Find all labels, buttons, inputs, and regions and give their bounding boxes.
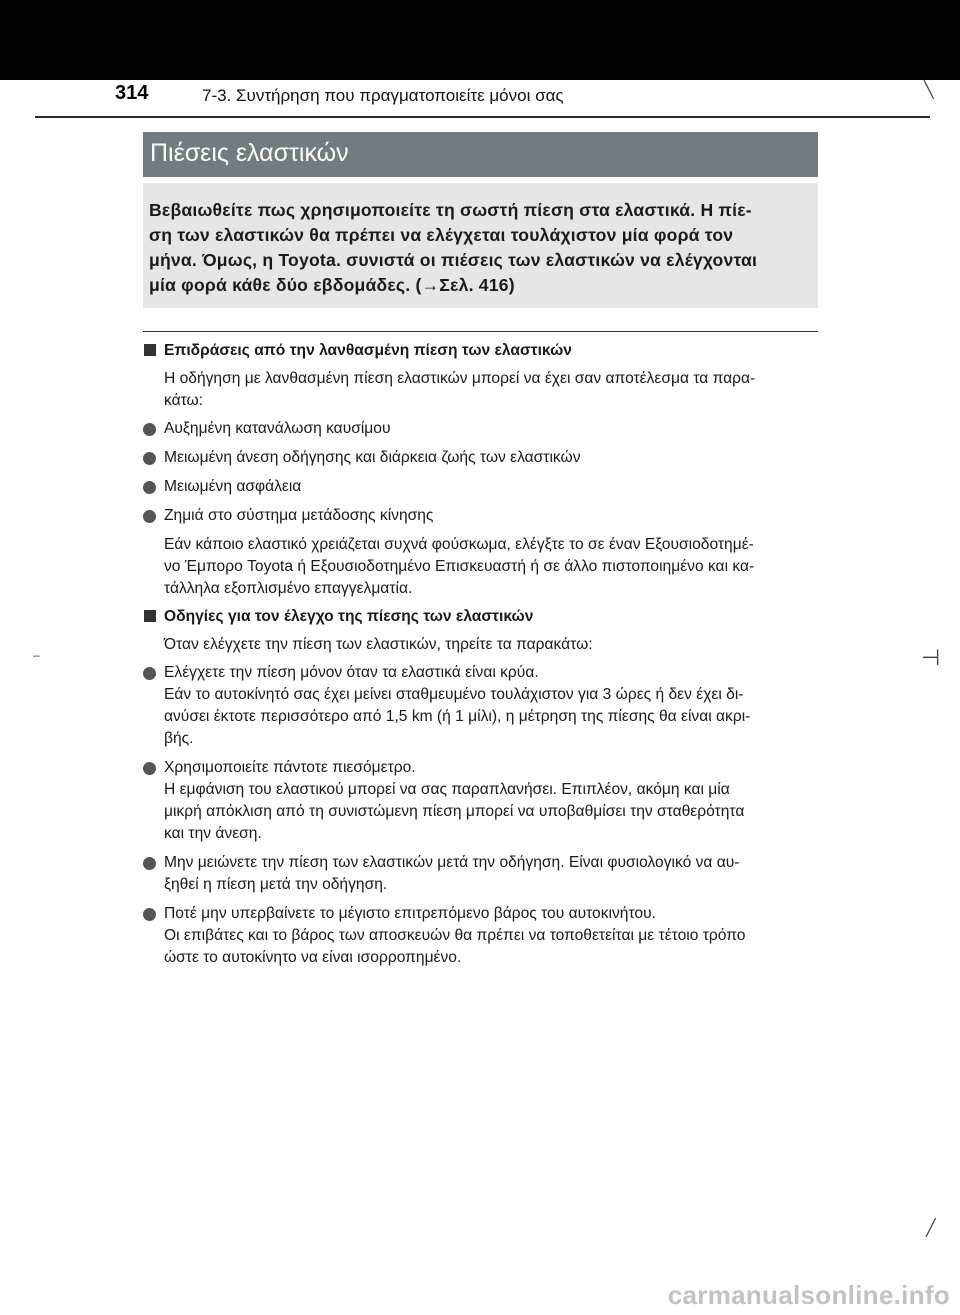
bullet-text: βής.	[164, 730, 194, 747]
bullet-text: Χρησιμοποιείτε πάντοτε πιεσόμετρο.	[164, 759, 416, 776]
bullet-text: Εάν το αυτοκίνητό σας έχει μείνει σταθμευμένο τουλάχιστον για 3 ώρες ή δεν έχει δι-	[164, 686, 744, 703]
crop-mark-top-right: ╲	[924, 82, 934, 99]
bullet-text: Ελέγχετε την πίεση μόνον όταν τα ελαστικά είναι κρύα.	[164, 664, 539, 681]
bullet-text: ξηθεί η πίεση μετά την οδήγηση.	[164, 876, 388, 893]
bullet-text: Ζημιά στο σύστημα μετάδοσης κίνησης	[164, 507, 434, 524]
bullet-text: Μειωμένη ασφάλεια	[164, 478, 302, 495]
content	[143, 340, 818, 976]
paragraph-line: Η οδήγηση με λανθασμένη πίεση ελαστικών μπορεί να έχει σαν αποτέλεσμα τα παρα-	[164, 370, 756, 387]
crop-mark-right: ⊣	[921, 645, 941, 670]
round-bullet-icon	[143, 857, 156, 870]
header-rule	[35, 116, 930, 118]
bullet-item	[143, 662, 818, 750]
bullet-text: Μειωμένη άνεση οδήγησης και διάρκεια ζωής των ελαστικών	[164, 449, 581, 466]
intro-box	[143, 183, 818, 308]
crop-mark-left: ‒	[33, 648, 40, 662]
crop-mark-bottom-right: ╱	[926, 1220, 936, 1237]
section-heading	[143, 340, 818, 362]
round-bullet-icon	[143, 762, 156, 775]
top-black-band	[0, 0, 960, 80]
round-bullet-icon	[143, 452, 156, 465]
bullet-item	[143, 505, 818, 527]
paragraph-line: κάτω:	[164, 392, 204, 409]
section-rule	[143, 331, 818, 332]
square-bullet-icon	[144, 344, 156, 356]
bullet-text: Μην μειώνετε την πίεση των ελαστικών μετά την οδήγηση. Είναι φυσιολογικό να αυ-	[164, 854, 740, 871]
paragraph	[143, 534, 818, 600]
page-title-bar	[143, 132, 818, 177]
paragraph-line: Εάν κάποιο ελαστικό χρειάζεται συχνά φούσκωμα, ελέγξτε το σε έναν Εξουσιοδοτημέ-	[164, 536, 754, 553]
intro-line: μία φορά κάθε δύο εβδομάδες. (→Σελ. 416)	[149, 275, 515, 295]
round-bullet-icon	[143, 481, 156, 494]
square-bullet-icon	[144, 610, 156, 622]
bullet-text: Ποτέ μην υπερβαίνετε το μέγιστο επιτρεπόμενο βάρος του αυτοκινήτου.	[164, 905, 656, 922]
paragraph	[143, 368, 818, 412]
round-bullet-icon	[143, 423, 156, 436]
bullet-item	[143, 757, 818, 845]
section-title: 7-3. Συντήρηση που πραγματοποιείτε μόνοι σας	[202, 86, 564, 105]
paragraph-line: Όταν ελέγχετε την πίεση των ελαστικών, τηρείτε τα παρακάτω:	[164, 636, 593, 653]
section-heading	[143, 606, 818, 628]
bullet-text: Αυξημένη κατανάλωση καυσίμου	[164, 420, 391, 437]
intro-line: Βεβαιωθείτε πως χρησιμοποιείτε τη σωστή πίεση στα ελαστικά. Η πίε-	[149, 200, 752, 220]
paragraph-line: νο Έμπορο Toyota ή Εξουσιοδοτημένο Επισκευαστή ή σε άλλο πιστοποιημένο και κα-	[164, 558, 755, 575]
bullet-item	[143, 476, 818, 498]
page-number: 314	[115, 82, 149, 104]
bullet-text: ώστε το αυτοκίνητο να είναι ισορροπημένο.	[164, 949, 462, 966]
bullet-item	[143, 418, 818, 440]
round-bullet-icon	[143, 510, 156, 523]
round-bullet-icon	[143, 908, 156, 921]
bullet-item	[143, 852, 818, 896]
bullet-text: Οι επιβάτες και το βάρος των αποσκευών θα πρέπει να τοποθετείται με τέτοιο τρόπο	[164, 927, 746, 944]
paragraph-line: τάλληλα εξοπλισμένο επαγγελματία.	[164, 580, 413, 597]
round-bullet-icon	[143, 667, 156, 680]
page-title: Πιέσεις ελαστικών	[150, 139, 349, 167]
bullet-text: και την άνεση.	[164, 825, 262, 842]
section-heading-text: Οδηγίες για τον έλεγχο της πίεσης των ελαστικών	[164, 608, 534, 625]
bullet-text: ανύσει έκτοτε περισσότερο από 1,5 km (ή 1 μίλι), η μέτρηση της πίεσης θα είναι ακρι-	[164, 708, 751, 725]
paragraph	[143, 634, 818, 656]
watermark: carmanualsonline.info	[667, 1280, 950, 1310]
bullet-text: μικρή απόκλιση από τη συνιστώμενη πίεση μπορεί να υποβαθμίσει την σταθερότητα	[164, 803, 745, 820]
bullet-item	[143, 903, 818, 969]
section-heading-text: Επιδράσεις από την λανθασμένη πίεση των ελαστικών	[164, 342, 572, 359]
intro-line: ση των ελαστικών θα πρέπει να ελέγχεται τουλάχιστον μία φορά τον	[149, 225, 734, 245]
page-header	[0, 80, 960, 116]
intro-line: μήνα. Όμως, η Toyota. συνιστά οι πιέσεις των ελαστικών να ελέγχονται	[149, 250, 758, 270]
bullet-text: Η εμφάνιση του ελαστικού μπορεί να σας παραπλανήσει. Επιπλέον, ακόμη και μία	[164, 781, 730, 798]
bullet-item	[143, 447, 818, 469]
